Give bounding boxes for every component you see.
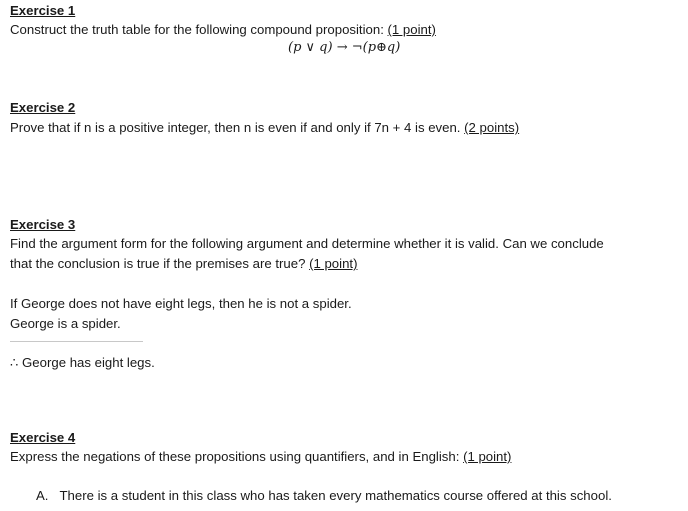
exercise-2-heading: Exercise 2	[10, 100, 76, 115]
exercise-3-heading: Exercise 3	[10, 217, 76, 232]
exercise-4-heading: Exercise 4	[10, 430, 76, 445]
exercise-3-conclusion: ∴ George has eight legs.	[10, 355, 155, 370]
exercise-1-text: Construct the truth table for the following compound proposition:	[10, 22, 388, 37]
exercise-3-premise-2: George is a spider.	[10, 316, 121, 331]
exercise-1-prompt	[10, 21, 436, 39]
exercise-3-line-1: Find the argument form for the following argument and determine whether it is valid. Can we conclude	[10, 236, 604, 251]
premise-divider	[10, 341, 143, 342]
exercise-4-text: Express the negations of these propositions using quantifiers, and in English:	[10, 449, 464, 464]
item-a-text: There is a student in this class who has taken every mathematics course offered at this school.	[59, 488, 612, 503]
exercise-2-prompt	[10, 119, 519, 137]
exercise-3-text: that the conclusion is true if the premises are true?	[10, 256, 310, 271]
exercise-4-item-a	[36, 487, 612, 505]
exercise-2-points: (2 points)	[464, 120, 520, 135]
exercise-2-text: Prove that if n is a positive integer, then n is even if and only if 7n + 4 is even.	[10, 120, 465, 135]
exercise-3-premise-1: If George does not have eight legs, then he is not a spider.	[10, 296, 352, 311]
item-a-label: A.	[36, 488, 49, 503]
exercise-3-line-2	[10, 255, 357, 273]
exercise-1-points: (1 point)	[387, 22, 436, 37]
exercise-4-prompt	[10, 448, 511, 466]
exercise-3-points: (1 point)	[309, 256, 358, 271]
exercise-1-heading: Exercise 1	[10, 3, 76, 18]
exercise-4-points: (1 point)	[463, 449, 512, 464]
exercise-1-formula: (p ∨ q) → ¬(p⊕q)	[288, 40, 401, 55]
